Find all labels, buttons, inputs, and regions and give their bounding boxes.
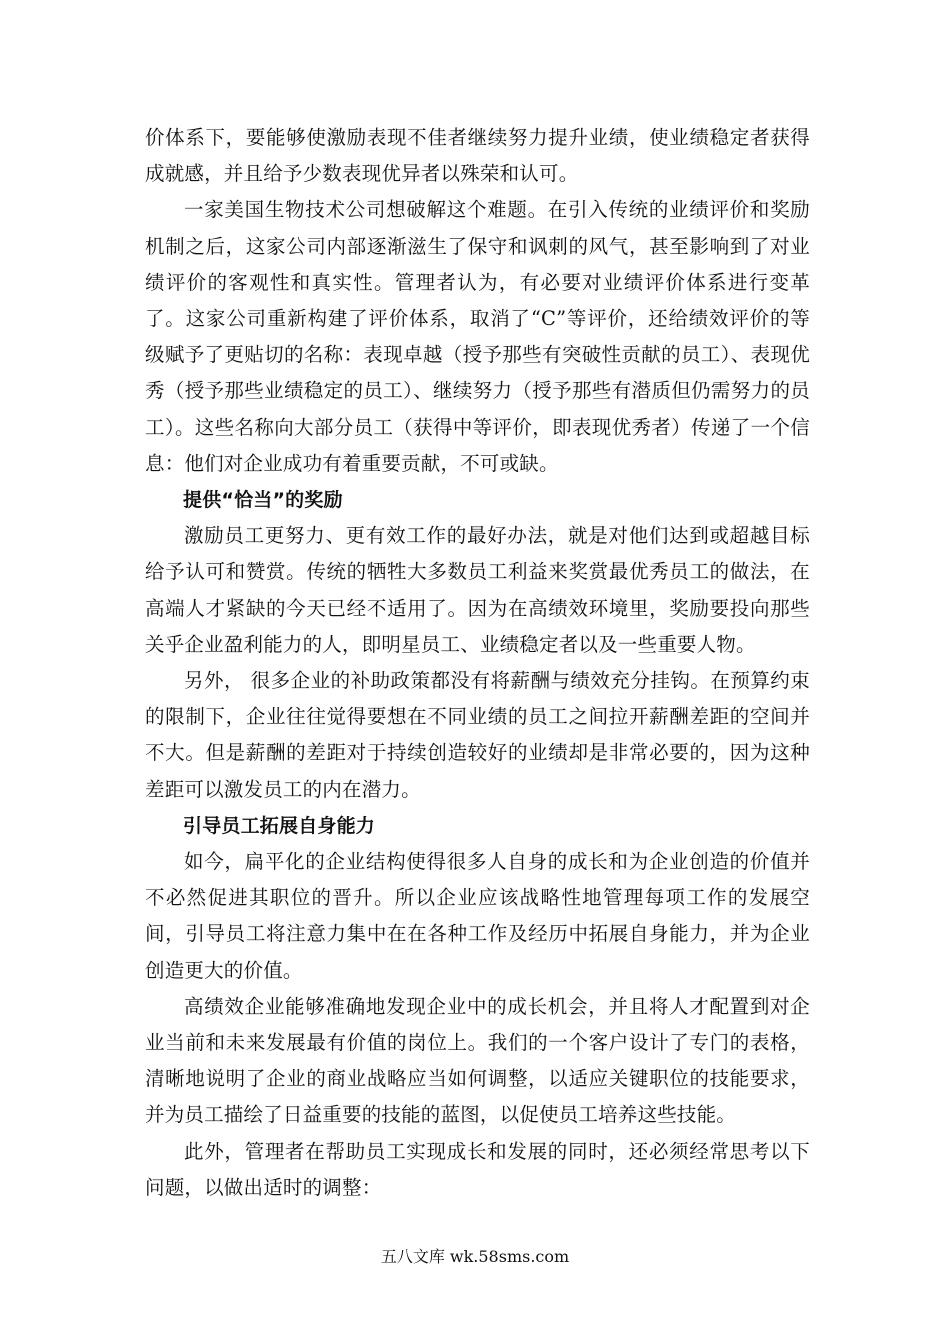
paragraph-motivation: 激励员工更努力、更有效工作的最好办法，就是对他们达到或超越目标给予认可和赞赏。传统的牺牲大多数员工利益来奖赏最优秀员工的做法，在高端人才紧缺的今天已经不适用了。因为在高绩效环境里，奖励要投向那些关乎企业盈利能力的人，即明星员工、业绩稳定者以及一些重要人物。: [145, 524, 810, 656]
paragraph-compensation: 另外， 很多企业的补助政策都没有将薪酬与绩效充分挂钩。在预算约束的限制下，企业往往觉得要想在不同业绩的员工之间拉开薪酬差距的空间并不大。但是薪酬的差距对于持续创造较好的业绩却是非常必要的，因为这种差距可以激发员工的内在潜力。: [145, 669, 810, 801]
paragraph-flat-structure: 如今，扁平化的企业结构使得很多人自身的成长和为企业创造的价值并不必然促进其职位的晋升。所以企业应该战略性地管理每项工作的发展空间，引导员工将注意力集中在在各种工作及经历中拓展自身能力，并为企业创造更大的价值。: [145, 850, 810, 982]
paragraph-continuation: 价体系下，要能够使激励表现不佳者继续努力提升业绩，使业绩稳定者获得成就感，并且给予少数表现优异者以殊荣和认可。: [145, 126, 810, 186]
section-heading-capabilities: 引导员工拓展自身能力: [183, 814, 376, 837]
paragraph-manager-questions: 此外，管理者在帮助员工实现成长和发展的同时，还必须经常思考以下问题，以做出适时的调整：: [145, 1139, 810, 1199]
section-heading-rewards: 提供“恰当”的奖励: [183, 489, 343, 512]
paragraph-growth-opportunities: 高绩效企业能够准确地发现企业中的成长机会，并且将人才配置到对企业当前和未来发展最有价值的岗位上。我们的一个客户设计了专门的表格，清晰地说明了企业的商业战略应当如何调整，以适应关键职位的技能要求，并为员工描绘了日益重要的技能的蓝图，以促使员工培养这些技能。: [145, 994, 810, 1127]
document-body: [145, 120, 810, 1206]
page-footer: 五八文库 wk.58sms.com: [380, 1247, 570, 1266]
paragraph-biotech-example: 一家美国生物技术公司想破解这个难题。在引入传统的业绩评价和奖励机制之后，这家公司内部逐渐滋生了保守和讽刺的风气，甚至影响到了对业绩评价的客观性和真实性。管理者认为，有必要对业绩评价体系进行变革了。这家公司重新构建了评价体系，取消了“C”等评价，还给绩效评价的等级赋予了更贴切的名称：表现卓越（授予那些有突破性贡献的员工）、表现优秀（授予那些业绩稳定的员工）、继续努力（授予那些有潜质但仍需努力的员工）。这些名称向大部分员工（获得中等评价，即表现优秀者）传递了一个信息：他们对企业成功有着重要贡献，不可或缺。: [145, 198, 810, 475]
